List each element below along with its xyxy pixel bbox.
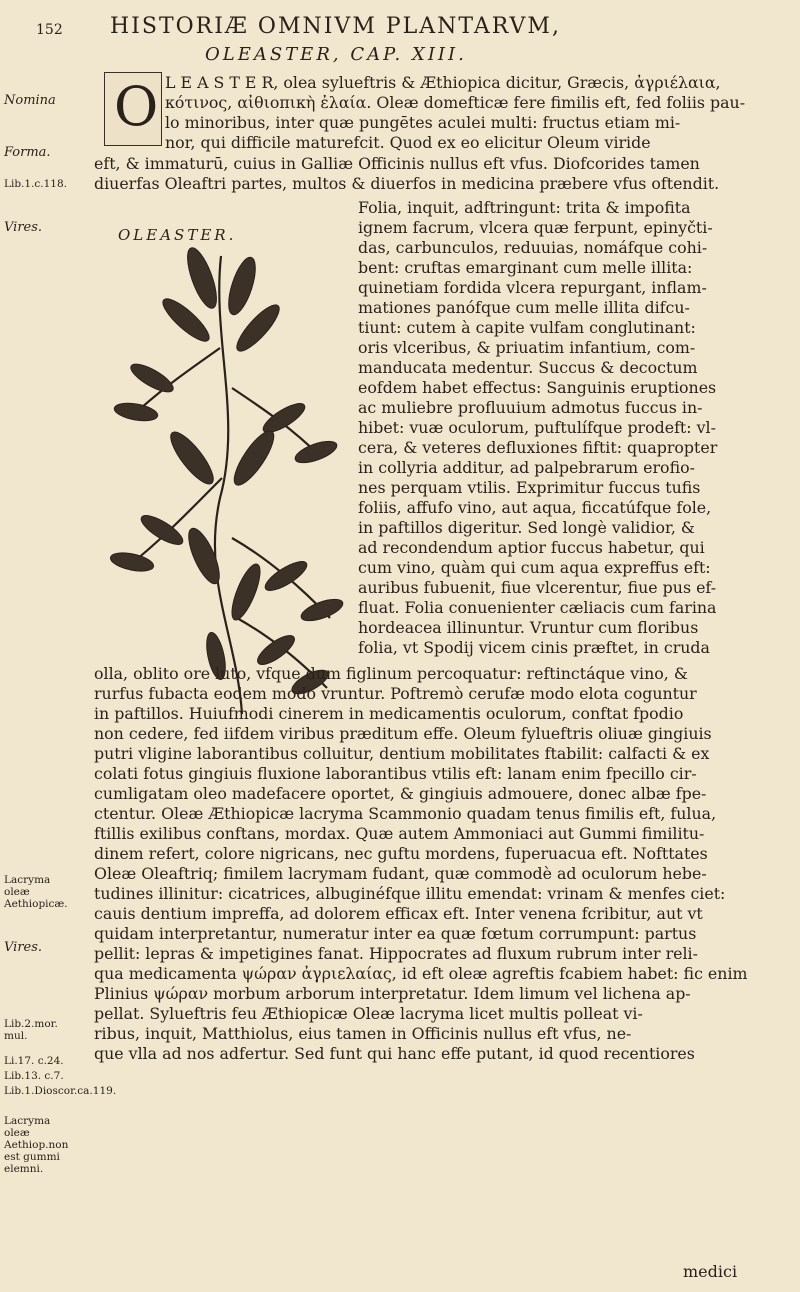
text-line: ignem facrum, vlcera quæ ferpunt, epinyčti- <box>358 218 713 237</box>
text-line: eft, & immaturū, cuius in Galliæ Officinis nullus eft vfus. Diofcorides tamen <box>94 154 700 173</box>
text-line: pellat. Sylueftris feu Æthiopicæ Oleæ lacryma licet multis polleat vi- <box>94 1004 643 1023</box>
margin-note-lacryma: Lacryma oleæ Aethiopicæ. <box>4 874 68 911</box>
text-line: manducata medentur. Succus & decoctum <box>358 358 698 377</box>
margin-ref-li17: Li.17. c.24. <box>4 1055 64 1067</box>
text-line: in paftillos digeritur. Sed longè validior, & <box>358 518 695 537</box>
text-line: folia, vt Spodij vicem cinis præftet, in cruda <box>358 638 710 657</box>
text-line: ribus, inquit, Matthiolus, eius tamen in Officinis nullus eft vfus, ne- <box>94 1024 632 1043</box>
text-line: bent: cruftas emarginant cum melle illita: <box>358 258 693 277</box>
text-line: rurfus fubacta eodem modo vruntur. Poftremò cerufæ modo elota coguntur <box>94 684 697 703</box>
oleaster-branch-icon <box>92 238 350 720</box>
margin-note-lacryma-2: Lacryma oleæ Aethiop.non est gummi elemni. <box>4 1115 69 1176</box>
text-line: Oleæ Oleaftriq; fimilem lacrymam fudant, quæ commodè ad oculorum hebe- <box>94 864 707 883</box>
text-line: quidam interpretantur, numeratur inter ea quæ fœtum corrumpunt: partus <box>94 924 697 943</box>
plant-woodcut <box>92 238 350 720</box>
margin-ref-dioscor: Lib.1.Dioscor.ca.119. <box>4 1085 117 1097</box>
text-line: dinem refert, colore nigricans, nec guftu mordens, fuperuacua eft. Nofttates <box>94 844 708 863</box>
text-line: qua medicamenta ψώραν ἀγριελαίας, id eft oleæ agreftis fcabiem habet: fic enim <box>94 964 748 983</box>
text-line: tiunt: cutem à capite vulfam conglutinant: <box>358 318 696 337</box>
text-line: Plinius ψώραν morbum arborum interpretatur. Idem limum vel lichena ap- <box>94 984 691 1003</box>
page-header <box>36 8 780 42</box>
text-line: in collyria additur, ad palpebrarum erofio- <box>358 458 695 477</box>
text-line: foliis, affufo vino, aut aqua, ficcatúfque fole, <box>358 498 712 517</box>
plant-label: OLEASTER. <box>118 226 237 244</box>
margin-note-forma: Forma. <box>4 145 51 160</box>
text-line: auribus fubuenit, fiue vlcerentur, fiue pus ef- <box>358 578 717 597</box>
text-line: nes perquam vtilis. Exprimitur fuccus tufis <box>358 478 701 497</box>
text-line: das, carbunculos, reduuias, nomáfque cohi- <box>358 238 708 257</box>
text-line: cauis dentium impreffa, ad dolorem efficax eft. Inter venena fcribitur, aut vt <box>94 904 703 923</box>
text-line: cera, & veteres defluxiones fiftit: quapropter <box>358 438 718 457</box>
text-line: putri vligine laborantibus colluitur, dentium mobilitates ftabilit: calfacti & ex <box>94 744 710 763</box>
text-line: κότινος, αἰθιοπικὴ ἐλαία. Oleæ domefticæ fere fimilis eft, fed foliis pau- <box>165 93 746 112</box>
text-line: ftillis exilibus conftans, mordax. Quæ autem Ammoniaci aut Gummi fimilitu- <box>94 824 705 843</box>
margin-ref-lib13: Lib.13. c.7. <box>4 1070 64 1082</box>
chapter-title: OLEASTER, CAP. XIII. <box>205 44 467 65</box>
margin-note-vires: Vires. <box>4 220 43 235</box>
text-line: olla, oblito ore luto, vfque dum figlinum percoquatur: reftinctáque vino, & <box>94 664 688 683</box>
text-line: tudines illinitur: cicatrices, albuginéfque illitu emendat: vrinam & menfes ciet: <box>94 884 726 903</box>
catchword: medici <box>683 1262 738 1281</box>
text-line: ctentur. Oleæ Æthiopicæ lacryma Scammonio quadam tenus fimilis eft, fulua, <box>94 804 717 823</box>
margin-note-vires-2: Vires. <box>4 940 43 955</box>
text-line: L E A S T E R, olea sylueftris & Æthiopica dicitur, Græcis, ἀγριέλαια, <box>165 73 721 92</box>
margin-note-nomina: Nomina <box>4 93 56 108</box>
text-line: diuerfas Oleaftri partes, multos & diuerfos in medicina præbere vfus oftendit. <box>94 174 720 193</box>
text-line: que vlla ad nos adfertur. Sed funt qui hanc effe putant, id quod recentiores <box>94 1044 695 1063</box>
text-line: ad recondendum aptior fuccus habetur, qui <box>358 538 705 557</box>
drop-cap-letter: O <box>114 75 159 138</box>
page-number: 152 <box>36 22 63 38</box>
text-line: colati fotus gingiuis fluxione laborantibus vtilis eft: lanam enim fpecillo cir- <box>94 764 697 783</box>
text-line: quinetiam fordida vlcera repurgant, inflam- <box>358 278 707 297</box>
text-line: in paftillos. Huiufmodi cinerem in medicamentis oculorum, conftat fpodio <box>94 704 684 723</box>
text-line: oris vlceribus, & priuatim infantium, com- <box>358 338 696 357</box>
text-line: mationes panófque cum melle illita difcu- <box>358 298 690 317</box>
text-line: nor, qui difficile maturefcit. Quod ex eo elicitur Oleum viride <box>165 133 651 152</box>
text-line: lo minoribus, inter quæ pungētes aculei multi: fructus etiam mi- <box>165 113 681 132</box>
text-line: hordeacea illinuntur. Vruntur cum floribus <box>358 618 699 637</box>
text-line: pellit: lepras & impetigines fanat. Hippocrates ad fluxum rubrum inter reli- <box>94 944 698 963</box>
text-line: Folia, inquit, adftringunt: trita & impofita <box>358 198 691 217</box>
text-line: fluat. Folia conuenienter cæliacis cum farina <box>358 598 717 617</box>
margin-ref-lib1: Lib.1.c.118. <box>4 178 68 190</box>
running-head: HISTORIÆ OMNIVM PLANTARVM, <box>110 14 561 39</box>
ornamental-initial-icon <box>104 72 162 146</box>
text-line: non cedere, fed iifdem viribus præditum effe. Oleum fylueftris oliuæ gingiuis <box>94 724 712 743</box>
text-line: cum vino, quàm qui cum aqua expreffus eft: <box>358 558 711 577</box>
text-line: cumligatam oleo madefacere oportet, & gingiuis admouere, donec albæ fpe- <box>94 784 707 803</box>
text-line: hibet: vuæ oculorum, puftulífque prodeft: vl- <box>358 418 716 437</box>
margin-ref-lib2: Lib.2.mor. mul. <box>4 1018 58 1043</box>
text-line: ac muliebre profluuium admotus fuccus in- <box>358 398 703 417</box>
text-line: eofdem habet effectus: Sanguinis eruptiones <box>358 378 717 397</box>
